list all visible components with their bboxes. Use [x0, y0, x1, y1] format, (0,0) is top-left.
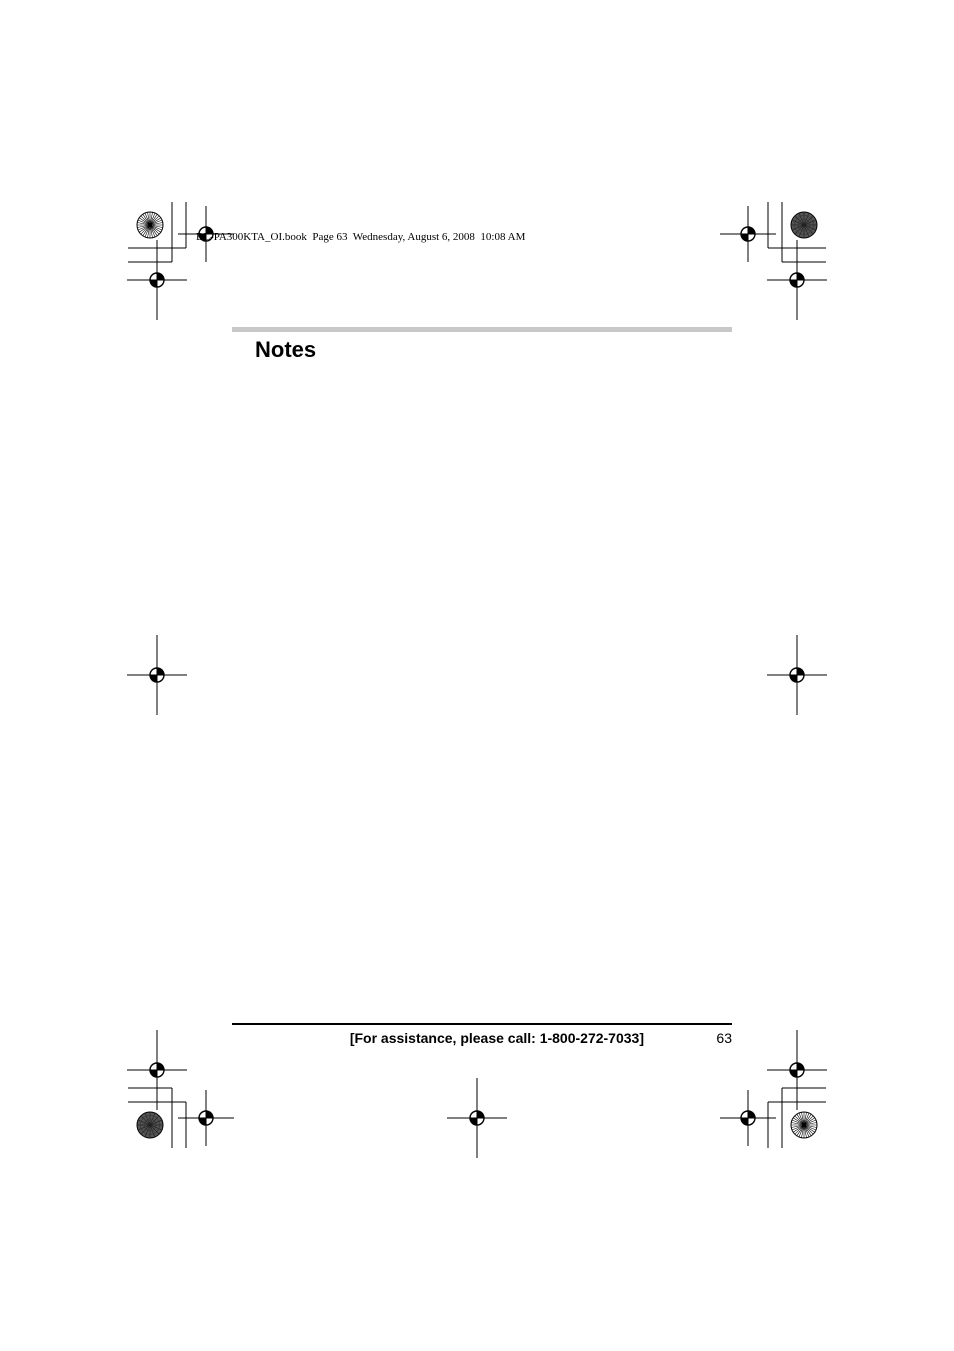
- color-wheel-icon-top-left: [137, 212, 163, 238]
- color-wheel-icon-bottom-right: [791, 1112, 817, 1138]
- print-slug: BL-PA300KTA_OI.book Page 63 Wednesday, August 6, 2008 10:08 AM: [196, 231, 526, 243]
- registration-target-icon-mid-left: [127, 635, 187, 715]
- registration-target-icon-lower-right: [767, 1030, 827, 1110]
- registration-target-icon-upper-right: [767, 240, 827, 320]
- registration-target-icon-bottom-center: [447, 1078, 507, 1158]
- color-wheel-icon-bottom-left: [137, 1112, 163, 1138]
- page-title: Notes: [255, 337, 317, 362]
- page-number: 63: [716, 1030, 732, 1046]
- registration-target-icon-upper-left: [127, 240, 187, 320]
- registration-target-icon-lower-left: [127, 1030, 187, 1110]
- footer-assistance-text: [For assistance, please call: 1-800-272-7033]: [349, 1030, 644, 1046]
- header-rule: [232, 327, 732, 332]
- footer-rule: [232, 1023, 732, 1025]
- registration-target-icon-mid-right: [767, 635, 827, 715]
- color-wheel-icon-top-right: [791, 212, 817, 238]
